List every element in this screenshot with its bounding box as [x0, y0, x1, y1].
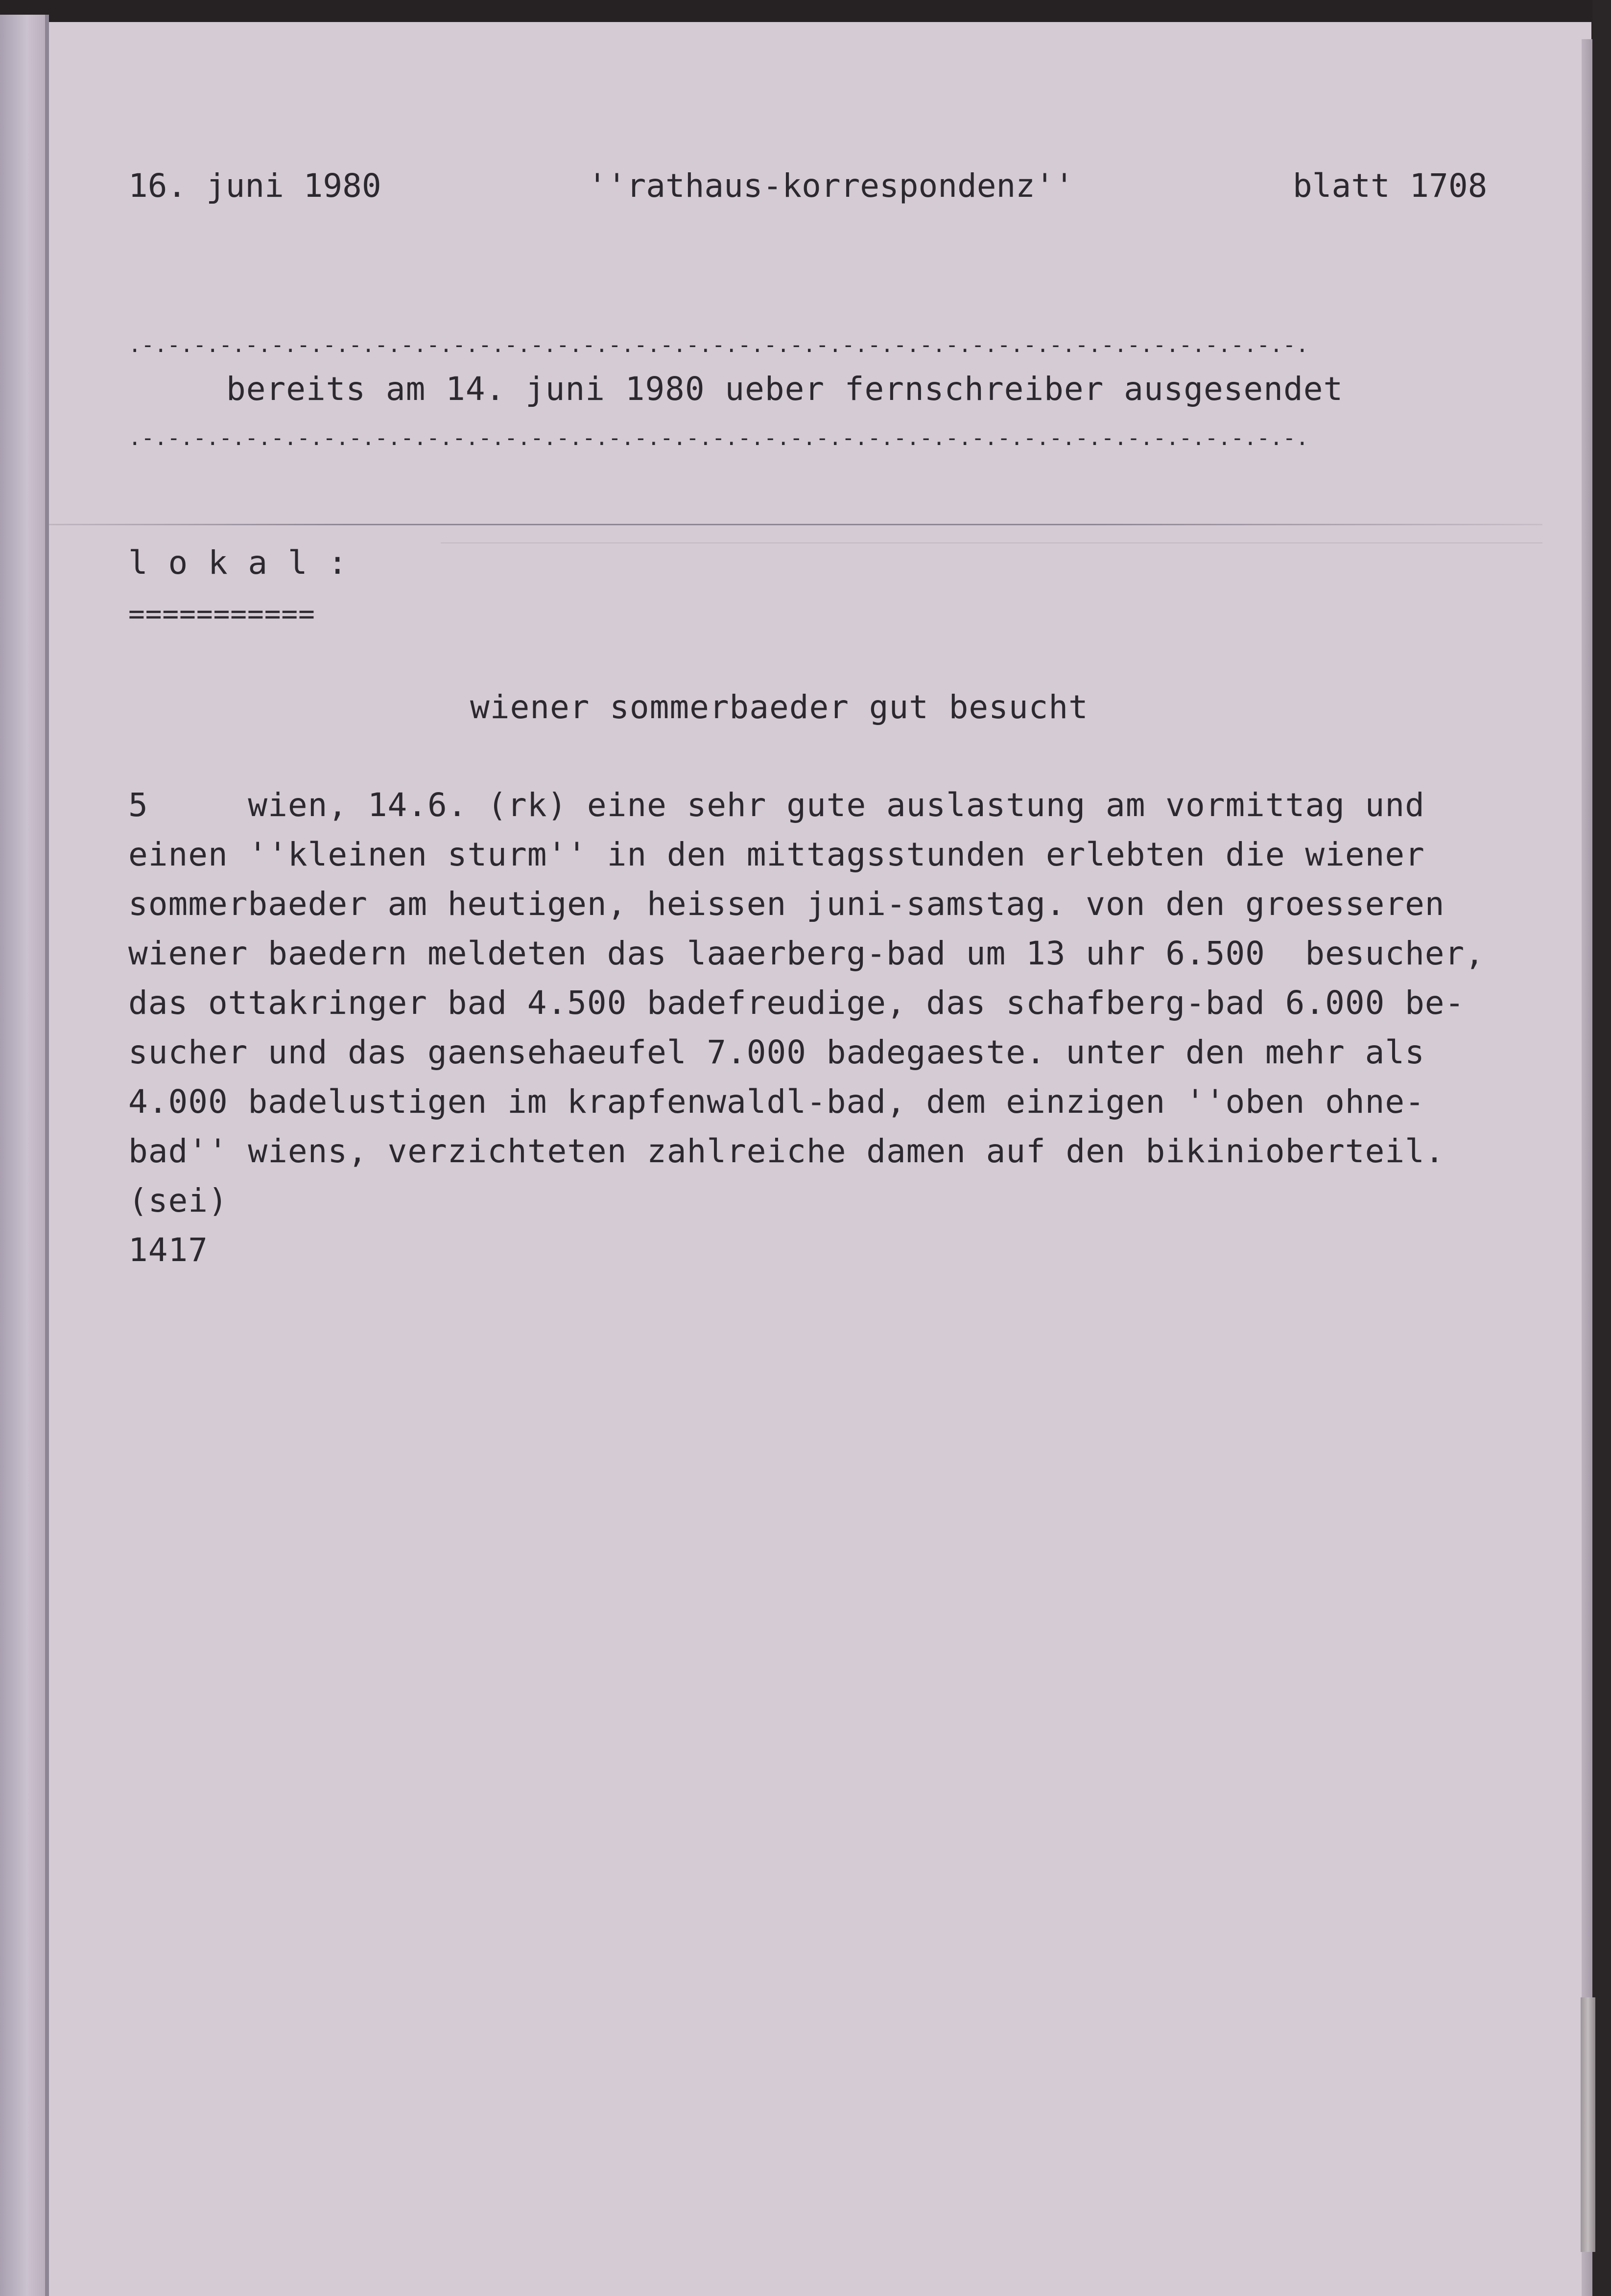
section-underline: ===========: [128, 598, 315, 630]
header-publication: ''rathaus-korrespondenz'': [588, 167, 1074, 205]
separator-top: .-.-.-.-.-.-.-.-.-.-.-.-.-.-.-.-.-.-.-.-.-.-.-.-.-.-.-.-.-.-.-.-.-.-.-.-.-.-.-.-.-.-.-.-.-.: [128, 332, 1309, 357]
binding-shadow: [45, 15, 49, 2296]
horizontal-rule-faint: [441, 542, 1542, 543]
article-line: sucher und das gaensehaeufel 7.000 badegaeste. unter den mehr als: [128, 1033, 1425, 1071]
left-page-edge: [0, 15, 49, 2296]
page-right-edge: [1582, 39, 1592, 2296]
article-signature: (sei): [128, 1182, 228, 1219]
article-line: einen ''kleinen sturm'' in den mittagsstunden erlebten die wiener: [128, 836, 1425, 873]
article-line: bad'' wiens, verzichteten zahlreiche damen auf den bikinioberteil.: [128, 1132, 1445, 1170]
article-line: das ottakringer bad 4.500 badefreudige, das schafberg-bad 6.000 be-: [128, 984, 1465, 1022]
article-line: 4.000 badelustigen im krapfenwaldl-bad, dem einzigen ''oben ohne-: [128, 1083, 1425, 1121]
header-date: 16. juni 1980: [128, 167, 381, 205]
article-line: wiener baedern meldeten das laaerberg-bad um 13 uhr 6.500 besucher,: [128, 935, 1485, 972]
article-time-code: 1417: [128, 1231, 208, 1269]
article-line: sommerbaeder am heutigen, heissen juni-samstag. von den groesseren: [128, 885, 1445, 923]
article-line: 5 wien, 14.6. (rk) eine sehr gute auslastung am vormittag und: [128, 786, 1425, 824]
background-right: [1592, 0, 1611, 2296]
transmission-notice: bereits am 14. juni 1980 ueber fernschreiber ausgesendet: [226, 370, 1344, 408]
horizontal-rule: [49, 524, 1542, 525]
binding-clip: [1581, 1997, 1595, 2252]
article-headline: wiener sommerbaeder gut besucht: [470, 688, 1089, 726]
header-sheet-number: blatt 1708: [1293, 167, 1488, 205]
separator-bottom: .-.-.-.-.-.-.-.-.-.-.-.-.-.-.-.-.-.-.-.-.-.-.-.-.-.-.-.-.-.-.-.-.-.-.-.-.-.-.-.-.-.-.-.-.-.: [128, 425, 1309, 450]
section-label: l o k a l :: [128, 544, 348, 582]
